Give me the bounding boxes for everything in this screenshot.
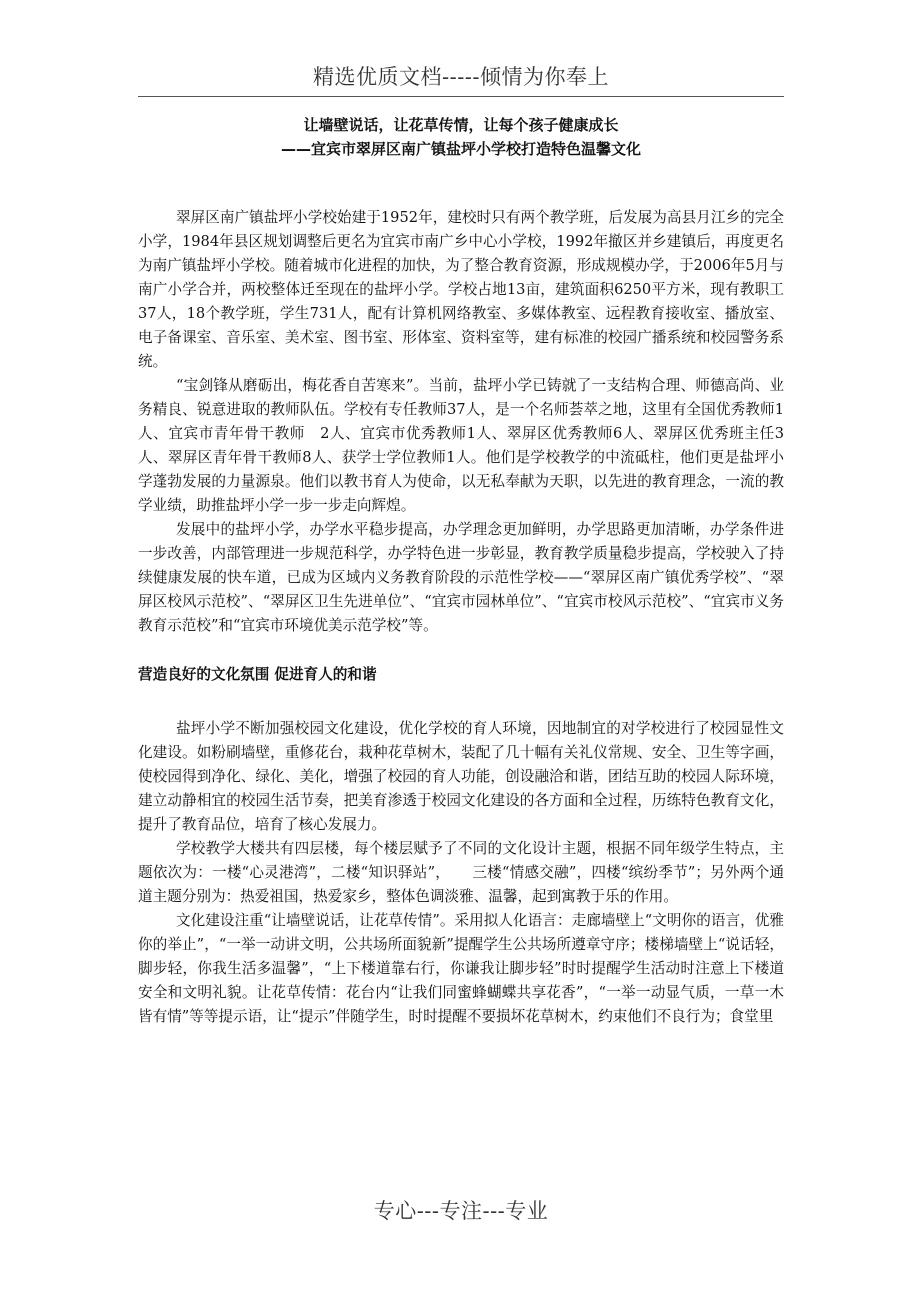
document-title: 让墙壁说话，让花草传情，让每个孩子健康成长 <box>303 116 619 134</box>
section-paragraph-environment: 盐坪小学不断加强校园文化建设，优化学校的育人环境，因地制宜的对学校进行了校园显性文化建设。如粉刷墙壁，重修花台，栽种花草树木，装配了几十幅有关礼仪常规、安全、卫生等字画，使校园得到净化、绿化、美化，增强了校园的育人功能，创设融洽和谐，团结互助的校园人际环境，建立动静相宜的校园生活节奏，把美育渗透于校园文化建设的各方面和全过程，历练特色教育文化，提升了教育品位，培育了核心发展力。 <box>138 720 784 833</box>
header-divider <box>138 96 784 97</box>
intro-paragraph-history: 翠屏区南广镇盐坪小学校始建于1952年，建校时只有两个教学班，后发展为高县月江乡的完全小学，1984年县区规划调整后更名为宜宾市南广乡中心小学校，1992年撤区并乡建镇后，再度更名为南广镇盐坪小学校。随着城市化进程的加快，为了整合教育资源，形成规模办学，于2006年5月与南广小学合并，两校整体迁至现在的盐坪小学。学校占地13亩，建筑面积6250平方米，现有教职工37人，18个教学班，学生731人，配有计算机网络教室、多媒体教室、远程教育接收室、播放室、电子备课室、音乐室、美术室、图书室、形体室、资料室等，建有标准的校园广播系统和校园警务系统。 <box>138 209 784 370</box>
page-footer: 专心---专注---专业 <box>373 1199 549 1223</box>
section-heading: 营造良好的文化氛围 促进育人的和谐 <box>138 666 377 683</box>
document-body <box>138 206 784 1029</box>
page-header: 精选优质文档-----倾情为你奉上 <box>313 65 609 89</box>
section-paragraph-floors: 学校教学大楼共有四层楼，每个楼层赋予了不同的文化设计主题，根据不同年级学生特点，主题依次为：一楼“心灵港湾”，二楼“知识驿站”， 三楼“情感交融”，四楼“缤纷季节”；另外两个通道主题分别为：热爱祖国，热爱家乡，整体色调淡雅、温馨，起到寓教于乐的作用。 <box>138 840 784 905</box>
section-paragraph-walls: 文化建设注重“让墙壁说话，让花草传情”。采用拟人化语言：走廊墙壁上“文明你的语言，优雅你的举止”，“一举一动讲文明，公共场所面貌新”提醒学生公共场所遵章守序；楼梯墙壁上“说话轻，脚步轻，你我生活多温馨”，“上下楼道靠右行，你谦我让脚步轻”时时提醒学生活动时注意上下楼道安全和文明礼貌。让花草传情：花台内“让我们同蜜蜂蝴蝶共享花香”，“一举一动显气质，一草一木皆有情”等等提示语，让“提示”伴随学生，时时提醒不要损坏花草树木，约束他们不良行为；食堂里 <box>138 912 784 1025</box>
document-subtitle: ——宜宾市翠屏区南广镇盐坪小学校打造特色温馨文化 <box>280 140 641 158</box>
intro-paragraph-achievements: 发展中的盐坪小学，办学水平稳步提高，办学理念更加鲜明，办学思路更加清晰，办学条件进一步改善，内部管理进一步规范科学，办学特色进一步彰显，教育教学质量稳步提高，学校驶入了持续健康发展的快车道，已成为区域内义务教育阶段的示范性学校——“翠屏区南广镇优秀学校”、“翠屏区校风示范校”、“翠屏区卫生先进单位”、“宜宾市园林单位”、“宜宾市校风示范校”、“宜宾市义务教育示范校”和“宜宾市环境优美示范学校”等。 <box>138 521 784 634</box>
intro-paragraph-teachers: “宝剑锋从磨砺出，梅花香自苦寒来”。当前，盐坪小学已铸就了一支结构合理、师德高尚、业务精良、锐意进取的教师队伍。学校有专任教师37人，是一个名师荟萃之地，这里有全国优秀教师1人、宜宾市青年骨干教师 2人、宜宾市优秀教师1人、翠屏区优秀教师6人、翠屏区优秀班主任3人、翠屏区青年骨干教师8人、获学士学位教师1人。他们是学校教学的中流砥柱，他们更是盐坪小学蓬勃发展的力量源泉。他们以教书育人为使命，以无私奉献为天职，以先进的教育理念，一流的教学业绩，助推盐坪小学一步一步走向辉煌。 <box>138 377 784 514</box>
